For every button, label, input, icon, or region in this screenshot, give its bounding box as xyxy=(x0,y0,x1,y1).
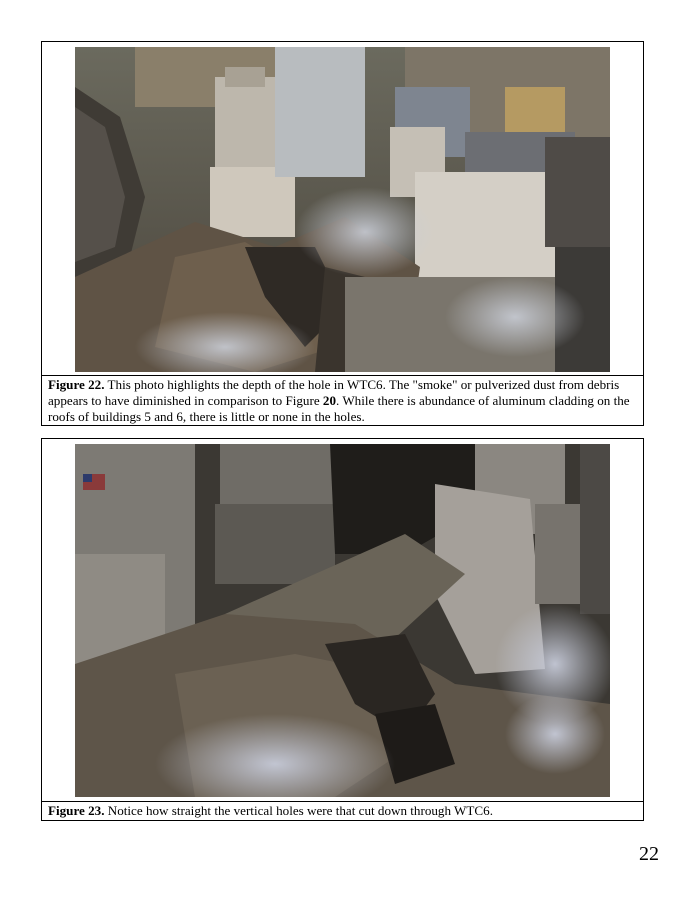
aerial-photo-vertical-holes xyxy=(75,444,610,797)
aerial-photo-wtc6-hole xyxy=(75,47,610,372)
figure-22-caption xyxy=(48,377,637,425)
caption-divider xyxy=(42,801,643,802)
figure-23-label: Figure 23. xyxy=(48,803,105,818)
figure-22-caption-text-1: This photo highlights the depth of the hole in WTC6. The "smoke" or pulverized dust from debris appears to have diminished in comparison to Figure xyxy=(48,377,620,408)
figure-23-photo xyxy=(75,444,610,797)
figure-22-caption-ref: 20 xyxy=(322,393,337,408)
figure-22-label: Figure 22. xyxy=(48,377,105,392)
figure-22 xyxy=(41,41,644,426)
figure-23 xyxy=(41,438,644,821)
figure-23-caption-text: Notice how straight the vertical holes were that cut down through WTC6. xyxy=(104,803,493,818)
figure-22-caption-text-2: . While there is abundance of aluminum cladding on the roofs of buildings 5 and 6, there is little or none in the holes. xyxy=(48,393,630,424)
caption-divider xyxy=(42,375,643,376)
figure-22-photo xyxy=(75,47,610,372)
figure-23-caption xyxy=(48,803,637,819)
page-number: 22 xyxy=(639,843,659,865)
